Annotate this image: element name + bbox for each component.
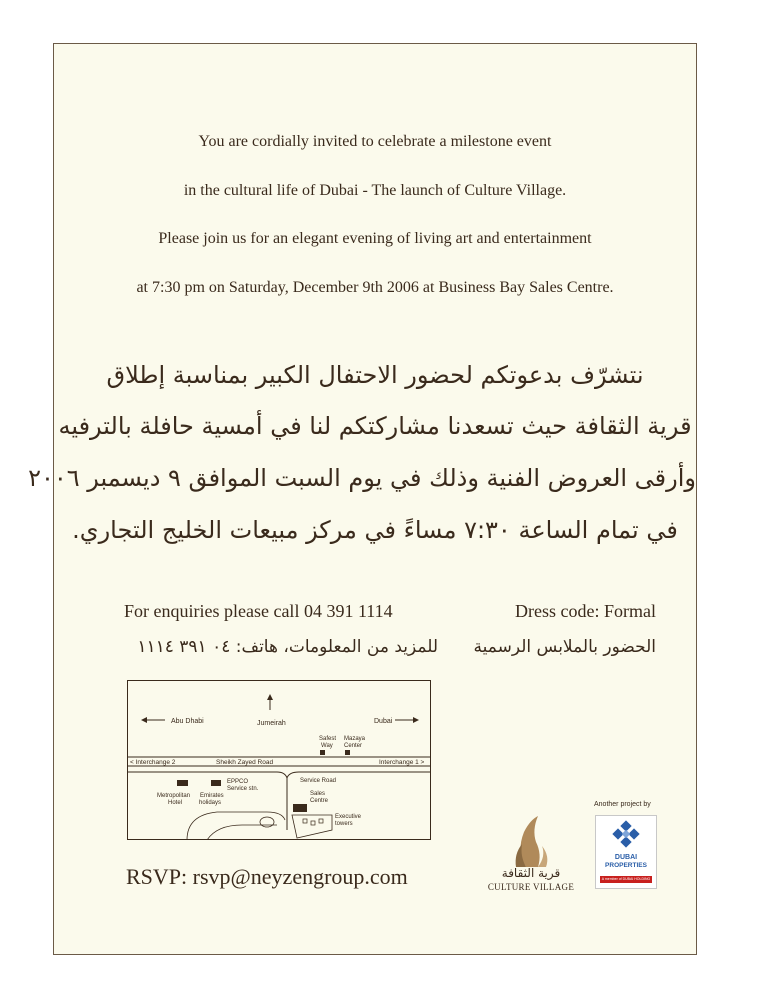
another-project-label: Another project by	[594, 801, 651, 808]
svg-text:towers: towers	[335, 821, 353, 827]
map-label-jumeirah: Jumeirah	[257, 720, 286, 727]
map-label-dubai: Dubai	[374, 718, 393, 725]
invitation-line-4: at 7:30 pm on Saturday, December 9th 2006 at Business Bay Sales Centre.	[136, 279, 614, 296]
sales-centre-marker	[293, 804, 307, 812]
map-label-sheikh-zayed-road: Sheikh Zayed Road	[216, 759, 274, 766]
rsvp-email: RSVP: rsvp@neyzengroup.com	[126, 864, 408, 889]
arabic-line-3: وأرقى العروض الفنية وذلك في يوم السبت الموافق ٩ ديسمبر ٢٠٠٦	[28, 464, 696, 492]
arabic-line-1: نتشرّف بدعوتكم لحضور الاحتفال الكبير بمناسبة إطلاق	[106, 361, 644, 389]
location-map	[127, 680, 431, 840]
map-label-interchange-2: < Interchange 2	[130, 759, 176, 766]
arrow-left-icon	[141, 717, 147, 723]
dubai-properties-emblem-icon	[596, 818, 656, 858]
svg-text:Safest: Safest	[319, 736, 337, 742]
dubai-properties-tagline-bar	[600, 876, 652, 883]
arrow-up-icon	[267, 694, 273, 700]
culture-village-arabic: قرية الثقافة	[501, 866, 561, 880]
map-label-service-road: Service Road	[300, 778, 337, 784]
svg-text:Service stn.: Service stn.	[227, 786, 259, 792]
svg-text:Hotel: Hotel	[168, 800, 183, 806]
dubai-properties-logo	[595, 815, 657, 889]
culture-village-english: CULTURE VILLAGE	[487, 882, 575, 892]
invitation-line-3: Please join us for an elegant evening of living art and entertainment	[158, 230, 592, 247]
dress-code-arabic: الحضور بالملابس الرسمية	[473, 637, 656, 657]
dress-code-english: Dress code: Formal	[515, 601, 656, 621]
dubai-properties-line2: PROPERTIES	[605, 862, 647, 869]
svg-text:Sales: Sales	[310, 791, 326, 797]
dubai-properties-tagline: A member of DUBAI HOLDING	[601, 877, 651, 881]
svg-text:EPPCO: EPPCO	[227, 779, 249, 785]
svg-text:Way: Way	[321, 743, 333, 749]
svg-text:Emirates: Emirates	[200, 793, 224, 799]
enquiries-arabic: للمزيد من المعلومات، هاتف: ٠٤ ٣٩١ ١١١٤	[137, 637, 438, 657]
enquiries-english: For enquiries please call 04 391 1114	[124, 601, 393, 621]
dubai-properties-line1: DUBAI	[614, 854, 638, 861]
culture-village-emblem-icon	[486, 812, 576, 872]
culture-village-logo	[486, 812, 576, 892]
invitation-line-1: You are cordially invited to celebrate a milestone event	[198, 133, 552, 150]
arabic-line-2: قرية الثقافة حيث تسعدنا مشاركتكم لنا في أمسية حافلة بالترفيه	[58, 412, 692, 440]
svg-text:Centre: Centre	[310, 798, 329, 804]
svg-text:Center: Center	[344, 743, 363, 749]
svg-text:holidays: holidays	[199, 800, 222, 806]
svg-text:Mazaya: Mazaya	[344, 736, 366, 742]
invitation-card	[28, 43, 697, 955]
map-label-interchange-1: Interchange 1 >	[379, 759, 425, 766]
invitation-line-2: in the cultural life of Dubai - The launch of Culture Village.	[183, 182, 567, 199]
arabic-line-4: في تمام الساعة ٧:٣٠ مساءً في مركز مبيعات الخليج التجاري.	[72, 516, 678, 544]
arrow-right-icon	[413, 717, 419, 723]
svg-text:Executive: Executive	[335, 814, 362, 820]
svg-text:Metropolitan: Metropolitan	[157, 793, 191, 799]
map-label-abu-dhabi: Abu Dhabi	[171, 718, 204, 725]
